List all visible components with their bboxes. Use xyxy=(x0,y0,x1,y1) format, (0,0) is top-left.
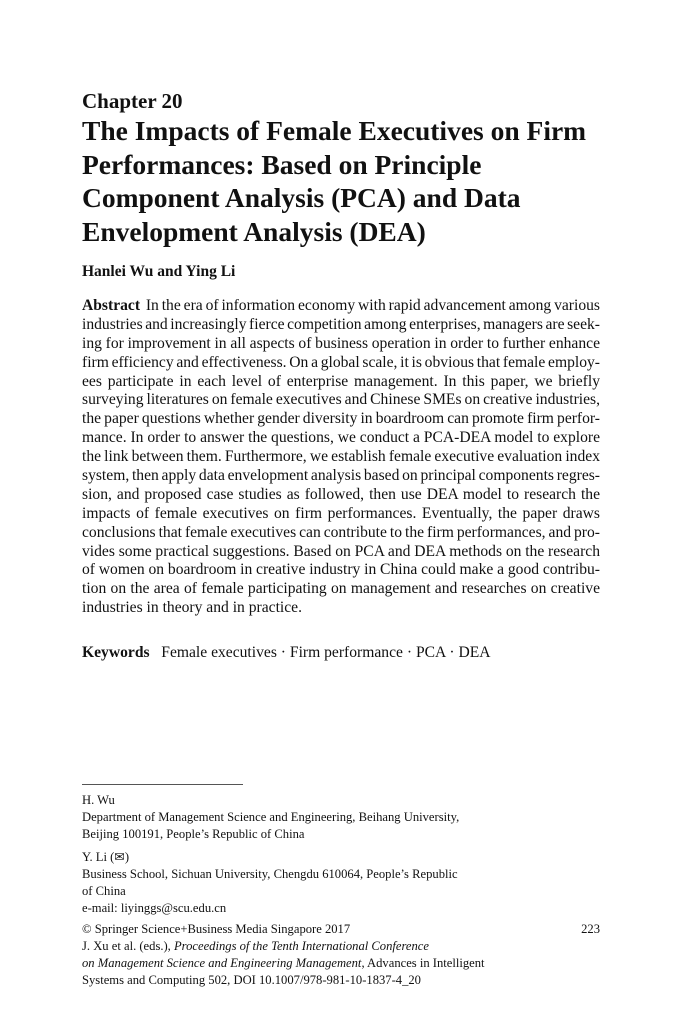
abstract-text: ing for improvement in all aspects of business operation in order to further enhance xyxy=(82,334,600,352)
proceedings-title-cont: on Management Science and Engineering Management xyxy=(82,956,362,970)
keywords xyxy=(82,643,600,662)
title-line: Performances: Based on Principle xyxy=(82,148,482,180)
abstract-line xyxy=(82,505,600,524)
affiliation-line: Department of Management Science and Engineering, Beihang University, xyxy=(82,810,460,824)
abstract-text: impacts of female executives on firm performances. Eventually, the paper draws xyxy=(82,504,600,522)
title-line: The Impacts of Female Executives on Firm xyxy=(82,115,587,146)
affiliation-line: Business School, Sichuan University, Chengdu 610064, People’s Republic xyxy=(82,867,458,881)
citation-prefix: J. Xu et al. (eds.), xyxy=(82,939,174,953)
abstract-text: system, then apply data envelopment analysis based on principal components regres- xyxy=(82,467,600,485)
abstract-line xyxy=(82,467,600,486)
abstract-line xyxy=(82,429,600,448)
affiliation-line: Y. Li (✉) xyxy=(82,850,130,864)
affiliation-line: H. Wu xyxy=(82,793,115,807)
keyword-separator: · xyxy=(280,644,286,661)
abstract-line xyxy=(82,391,600,410)
abstract-text: industries in theory and in practice. xyxy=(82,599,302,617)
authors: Hanlei Wu and Ying Li xyxy=(82,263,236,280)
abstract-line xyxy=(82,580,600,599)
abstract-line xyxy=(82,486,600,505)
abstract-line xyxy=(82,297,600,316)
publication-footer xyxy=(82,921,600,989)
series-name: , Advances in Intelligent xyxy=(361,956,485,970)
abstract-line xyxy=(82,373,600,392)
abstract-line xyxy=(82,543,600,562)
keyword: Female executives xyxy=(161,644,277,661)
abstract-text: the link between them. Furthermore, we establish female executive evaluation index xyxy=(82,448,600,466)
keyword-separator: · xyxy=(406,644,413,661)
affiliation-li xyxy=(82,849,600,917)
affiliation-line: Beijing 100191, People’s Republic of China xyxy=(82,827,305,841)
abstract-text: the paper questions whether gender diversity in boardroom can promote firm perfor- xyxy=(82,410,600,428)
abstract-line xyxy=(82,599,600,618)
page-number: 223 xyxy=(581,922,600,936)
abstract-text: industries and increasingly fierce competition among enterprises, managers are seek- xyxy=(82,315,600,333)
abstract-line xyxy=(82,335,600,354)
abstract-text: of women on boardroom in creative industry in China could make a good contribu- xyxy=(82,561,600,579)
keyword: PCA xyxy=(415,644,446,661)
keyword: Firm performance xyxy=(289,644,403,661)
affiliation-line: of China xyxy=(82,884,126,898)
doi-line: Systems and Computing 502, DOI 10.1007/978-981-10-1837-4_20 xyxy=(82,973,421,987)
abstract-text: ees participate in each level of enterprise management. In this paper, we briefly xyxy=(82,372,600,390)
paper-title xyxy=(82,114,600,248)
keywords-label: Keywords xyxy=(82,644,150,661)
abstract xyxy=(82,297,600,618)
abstract-text: In the era of information economy with rapid advancement among various xyxy=(145,297,600,314)
abstract-line xyxy=(82,316,600,335)
abstract-text: mance. In order to answer the questions, we conduct a PCA-DEA model to explore xyxy=(82,429,600,447)
abstract-line xyxy=(82,354,600,373)
abstract-text: tion on the area of female participating on management and researches on creative xyxy=(82,580,600,598)
keyword-separator: · xyxy=(449,644,455,661)
copyright: © Springer Science+Business Media Singapore 2017 xyxy=(82,922,351,936)
abstract-line xyxy=(82,448,600,467)
chapter-label: Chapter 20 xyxy=(82,89,183,113)
abstract-label: Abstract xyxy=(82,297,141,314)
footnote-divider xyxy=(82,784,243,785)
abstract-line xyxy=(82,524,600,543)
abstract-text: conclusions that female executives can contribute to the firm performances, and pro- xyxy=(82,523,600,541)
abstract-text: vides some practical suggestions. Based on PCA and DEA methods on the research xyxy=(82,542,600,560)
affiliation-wu xyxy=(82,792,600,843)
abstract-text: sion, and proposed case studies as followed, then use DEA model to research the xyxy=(82,485,600,503)
abstract-line xyxy=(82,561,600,580)
abstract-text: surveying literatures on female executives and Chinese SMEs on creative industries, xyxy=(82,391,600,409)
title-line: Component Analysis (PCA) and Data xyxy=(82,182,521,213)
email-line: e-mail: liyinggs@scu.edu.cn xyxy=(82,901,227,915)
abstract-line xyxy=(82,410,600,429)
keyword: DEA xyxy=(458,644,491,661)
proceedings-title: Proceedings of the Tenth International Conference xyxy=(173,939,429,953)
title-line: Envelopment Analysis (DEA) xyxy=(82,215,426,247)
abstract-text: firm efficiency and effectiveness. On a global scale, it is obvious that female employ- xyxy=(82,353,600,371)
